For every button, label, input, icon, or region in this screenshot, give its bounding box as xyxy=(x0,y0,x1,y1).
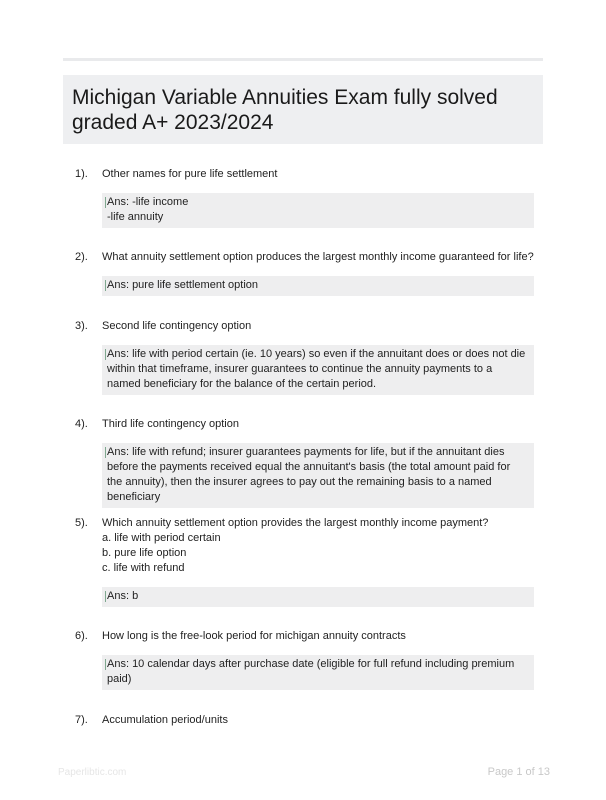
question-number: 1). xyxy=(75,168,88,180)
question-text: Accumulation period/units xyxy=(102,714,228,726)
footer-watermark: Paperlibtic.com xyxy=(58,767,127,778)
question-option: c. life with refund xyxy=(102,562,185,574)
question-number: 4). xyxy=(75,418,88,430)
document-title: Michigan Variable Annuities Exam fully solved graded A+ 2023/2024 xyxy=(72,86,498,134)
question-text: Second life contingency option xyxy=(102,320,252,332)
answer-box xyxy=(102,587,534,607)
answer-bar xyxy=(105,280,106,291)
question-option: a. life with period certain xyxy=(102,532,221,544)
answer-line: -life annuity xyxy=(107,211,164,223)
answer-box xyxy=(102,193,534,228)
question-text: Other names for pure life settlement xyxy=(102,168,278,180)
answer-box xyxy=(102,276,534,296)
answer-line: Ans: b xyxy=(107,590,139,602)
answer-line: Ans: pure life settlement option xyxy=(107,279,259,291)
question-text: Third life contingency option xyxy=(102,418,239,430)
question-stem: Which annuity settlement option provides the largest monthly income payment? xyxy=(102,517,489,529)
answer-bar xyxy=(105,447,106,458)
answer-line: Ans: life with refund; insurer guarantees payments for life, but if the annuitant dies before the payments received equal the annuitant's basis (the total amount paid for the annuity), then the insurer agrees to pay out the remaining basis to a named beneficiary xyxy=(107,446,511,503)
answer-bar xyxy=(105,659,106,670)
answer-box xyxy=(102,345,534,395)
answer-bar xyxy=(105,197,106,208)
question-number: 7). xyxy=(75,714,88,726)
top-divider xyxy=(63,58,543,61)
page-number: Page 1 of 13 xyxy=(487,766,550,778)
question-number: 3). xyxy=(75,320,88,332)
answer-line: Ans: -life income xyxy=(107,196,189,208)
answer-line: Ans: 10 calendar days after purchase date (eligible for full refund including premium paid) xyxy=(107,658,515,685)
question-number: 2). xyxy=(75,251,88,263)
answer-bar xyxy=(105,349,106,360)
title-box xyxy=(63,75,543,144)
question-number: 5). xyxy=(75,517,88,529)
question-option: b. pure life option xyxy=(102,547,187,559)
answer-box xyxy=(102,655,534,690)
question-text: How long is the free-look period for michigan annuity contracts xyxy=(102,630,406,642)
question-text xyxy=(102,516,534,576)
answer-line: Ans: life with period certain (ie. 10 years) so even if the annuitant does or does not die within that timeframe, insurer guarantees to continue the annuity payments to a named beneficiary for the balance of the certain period. xyxy=(107,348,526,390)
answer-bar xyxy=(105,591,106,602)
answer-box xyxy=(102,443,534,508)
question-number: 6). xyxy=(75,630,88,642)
question-text: What annuity settlement option produces the largest monthly income guaranteed for life? xyxy=(102,251,534,263)
